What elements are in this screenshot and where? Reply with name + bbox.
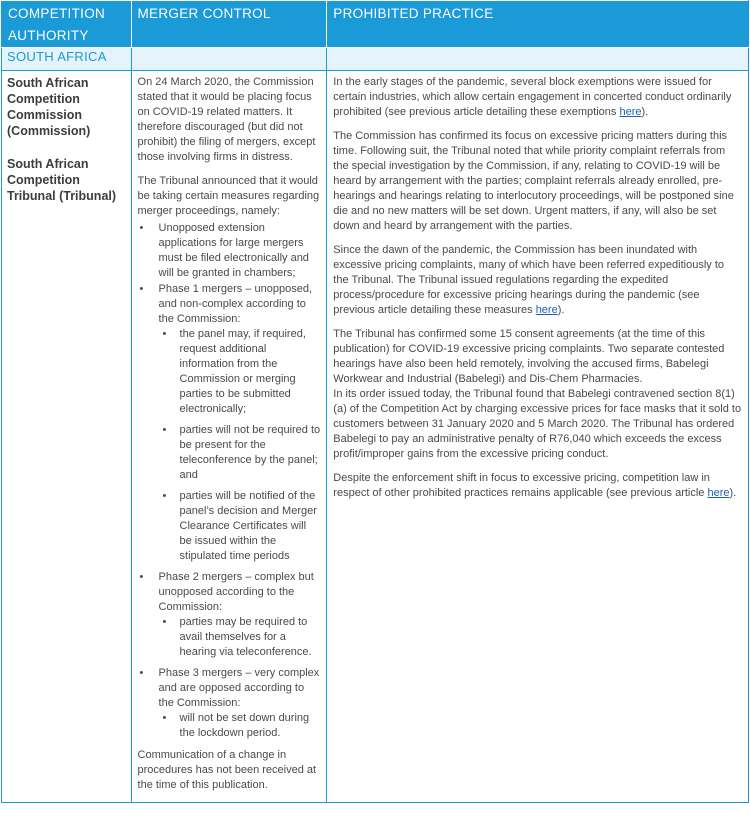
pp-paragraph: In the early stages of the pandemic, several block exemptions were issued for certain industries, which allow certain engagement in concerted conduct ordinarily prohibited (see previous article detailing these exemptions here).: [333, 76, 732, 118]
here-link[interactable]: here: [619, 106, 642, 118]
header-competition-authority: COMPETITION AUTHORITY: [2, 1, 132, 48]
list-item: • parties will not be required to be present for the teleconference by the panel; and: [180, 423, 321, 483]
sub-list: [159, 327, 321, 564]
list-item: • Phase 1 mergers – unopposed, and non-complex according to the Commission: • the panel may, if required, request additional information from the Commission or merging parties to be submitted electronically; • parties will not be required to be present for the teleconference by the panel; and • parties will be notified of the panel’s decision and Merger Clearance Certificates will be issued within the stipulated time periods: [159, 282, 321, 564]
prohibited-practice-cell: [327, 71, 749, 803]
mc-paragraph: On 24 March 2020, the Commission stated that it would be placing focus on COVID-19 related matters. It therefore discouraged (but did not prohibit) the filing of mergers, except those involving firms in distress.: [137, 76, 316, 163]
here-link[interactable]: here: [535, 304, 558, 316]
section-row: [2, 48, 749, 71]
pp-paragraph: The Tribunal has confirmed some 15 consent agreements (at the time of this publication) for COVID-19 excessive pricing complaints. Two separate contested hearings have also been held remotely, involving the accused firms, Babelegi Workwear and Industrial (Babelegi) and Dis-Chem Pharmacies. In its order issued today, the Tribunal found that Babelegi contravened section 8(1)(a) of the Competition Act by charging excessive prices for face masks that it sold to customers between 31 January 2020 and 5 March 2020. The Tribunal has ordered Babelegi to pay an administrative penalty of R76,040 which exceeds the excess profit/improper gains from the excessive pricing conduct.: [333, 328, 742, 460]
merger-control-cell: [131, 71, 327, 803]
pp-paragraph: Since the dawn of the pandemic, the Commission has been inundated with excessive pricing complaints, many of which have been referred expeditiously to the Tribunal. The Tribunal issued regulations regarding the expedited process/procedure for excessive pricing hearings during the pandemic (see previous article detailing these measures here).: [333, 244, 724, 316]
list-item: • Phase 2 mergers – complex but unopposed according to the Commission: • parties may be required to avail themselves for a hearing via teleconference.: [159, 570, 321, 660]
pp-paragraph: Despite the enforcement shift in focus to excessive pricing, competition law in respect of other prohibited practices remains applicable (see previous article here).: [333, 472, 737, 499]
section-empty-cell: [131, 48, 327, 71]
here-link[interactable]: here: [707, 487, 730, 499]
sub-list: [159, 711, 321, 741]
authority-tribunal: South African Competition Tribunal (Tribunal): [7, 157, 117, 203]
list-item: • the panel may, if required, request additional information from the Commission or merging parties to be submitted electronically;: [180, 327, 321, 417]
list-item: • parties may be required to avail themselves for a hearing via teleconference.: [180, 615, 321, 660]
authority-commission: South African Competition Commission (Commission): [7, 76, 91, 138]
section-empty-cell: [327, 48, 749, 71]
authority-cell: [2, 71, 132, 803]
list-item: • will not be set down during the lockdown period.: [180, 711, 321, 741]
competition-table: [1, 0, 749, 803]
list-item: • parties will be notified of the panel’s decision and Merger Clearance Certificates will be issued within the stipulated time periods: [180, 489, 321, 564]
mc-measures-list: [138, 221, 321, 741]
pp-paragraph: The Commission has confirmed its focus on excessive pricing matters during this time. Following suit, the Tribunal noted that while priority complaint referrals from the special investigation by the Commission, if any, relating to COVID-19 will be heard by arrangement with the parties; complaint referrals already enrolled, pre-hearings and hearings relating to interlocutory proceedings, will be postponed sine die and no new matters will be set down. Urgent matters, if any, will also be set down and heard by arrangement with the parties.: [333, 130, 734, 232]
header-prohibited-practice: PROHIBITED PRACTICE: [327, 1, 749, 48]
list-item: • Unopposed extension applications for large mergers must be filed electronically and will be granted in chambers;: [159, 221, 321, 281]
list-item: • Phase 3 mergers – very complex and are opposed according to the Commission: • will not be set down during the lockdown period.: [159, 666, 321, 741]
header-row: [2, 1, 749, 48]
mc-paragraph: The Tribunal announced that it would be taking certain measures regarding merger proceedings, namely:: [137, 175, 320, 217]
content-row: [2, 71, 749, 803]
section-title: SOUTH AFRICA: [2, 48, 132, 71]
mc-paragraph: Communication of a change in procedures has not been received at the time of this publication.: [137, 749, 317, 791]
header-merger-control: MERGER CONTROL: [131, 1, 327, 48]
sub-list: [159, 615, 321, 660]
